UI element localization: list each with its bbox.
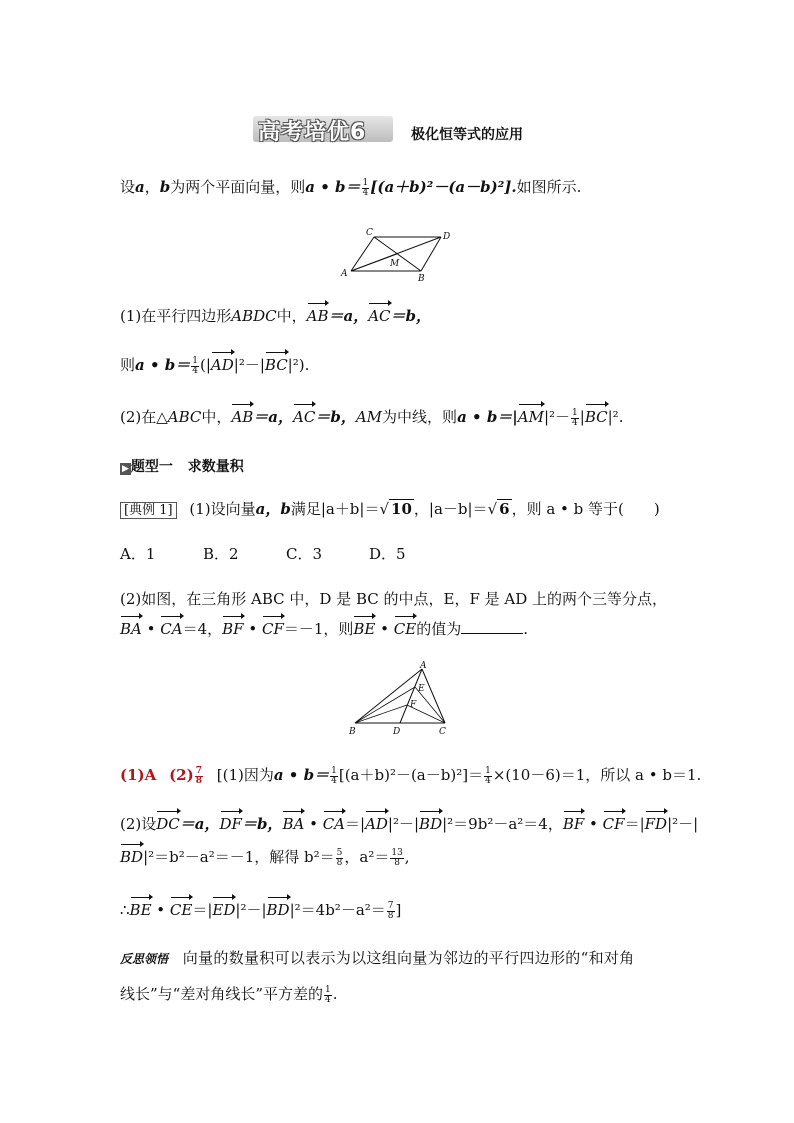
answer-1: (1)A	[120, 766, 157, 784]
edge-ac	[351, 237, 374, 271]
solution-2-line-2: BD|²＝b²－a²＝－1，解得 b²＝ $\frac{5}{8}$ ，a²＝ $\frac{13}{8}$ ,	[120, 847, 410, 868]
label-a: A	[420, 661, 427, 671]
answer-blank	[461, 619, 523, 634]
page-title: 极化恒等式的应用	[411, 127, 523, 143]
label-c: C	[366, 228, 373, 238]
answer-line: (1)A (2) $\frac{7}{8}$ [(1)因为a • b＝ $\frac{1}{4}$ [(a＋b)²－(a－b)²]＝ $\frac{1}{4}$ ×(10－6)＝1，所以 a • b＝1.	[120, 765, 702, 786]
choice-a: A．1	[120, 545, 156, 563]
item-1b-line: 则a • b＝ $\frac{1}{4}$ (|AD|²－|BC|²).	[120, 355, 310, 376]
label-b: B	[349, 727, 356, 737]
label-d: D	[393, 727, 401, 737]
solution-conclusion: ∴BE • CE＝|ED|²－|BD|²＝4b²－a²＝ $\frac{7}{8}$ ]	[120, 900, 402, 921]
reflection-line-1: 反思领悟 向量的数量积可以表示为以这组向量为邻边的平行四边形的“和对角	[120, 949, 635, 967]
choices-row	[120, 543, 406, 565]
solution-2-line-1: (2)设DC＝a，DF＝b，BA • CA＝|AD|²－|BD|²＝9b²－a²＝4，BF • CF＝|FD|²－|	[120, 815, 699, 833]
choice-d: D．5	[369, 545, 406, 563]
reflection-line-2: 线长”与“差对角线长”平方差的 $\frac{1}{4}$ .	[120, 984, 338, 1005]
reflection-tag: 反思领悟	[120, 952, 169, 966]
choice-b: B．2	[203, 545, 239, 563]
example-1-question: [典例 1] (1)设向量a，b满足|a＋b|＝√ 10 ，|a－b|＝√ 6 ，则 a • b 等于( )	[120, 498, 660, 522]
median-ad	[400, 669, 422, 723]
item-1-line: (1)在平行四边形ABDC中，AB＝a，AC＝b，	[120, 307, 432, 325]
edge-ac	[422, 669, 445, 723]
label-c: C	[439, 727, 446, 737]
section-heading: ▶ 题型一 求数量积	[122, 459, 244, 475]
edge-bd	[421, 237, 441, 271]
play-icon: ▶	[122, 464, 129, 474]
title-badge: 高考培优6	[258, 120, 367, 145]
question-2-line-2: BA • CA＝4，BF • CF＝－1，则BE • CE的值为 .	[120, 620, 528, 638]
edge-ab	[355, 669, 422, 723]
label-b: B	[418, 274, 425, 283]
label-f: F	[410, 700, 417, 710]
triangle-figure	[345, 660, 457, 740]
label-m: M	[390, 259, 400, 269]
parallelogram-figure	[338, 225, 458, 283]
intro-line: 设a，b为两个平面向量，则a • b＝ $\frac{1}{4}$ [(a＋b)²－(a－b)²].如图所示.	[120, 177, 582, 198]
label-d: D	[443, 232, 451, 242]
label-a: A	[341, 269, 348, 279]
choice-c: C．3	[286, 545, 323, 563]
item-2-line: (2)在△ABC中，AB＝a，AC＝b，AM为中线，则a • b＝|AM|²－ $\frac{1}{4}$ |BC|².	[120, 407, 624, 428]
answer-2: (2)	[169, 766, 194, 784]
question-2-line-1: (2)如图，在三角形 ABC 中，D 是 BC 的中点，E，F 是 AD 上的两个三等分点，	[120, 590, 668, 608]
label-e: E	[418, 684, 425, 694]
example-tag: [典例 1]	[120, 502, 177, 519]
